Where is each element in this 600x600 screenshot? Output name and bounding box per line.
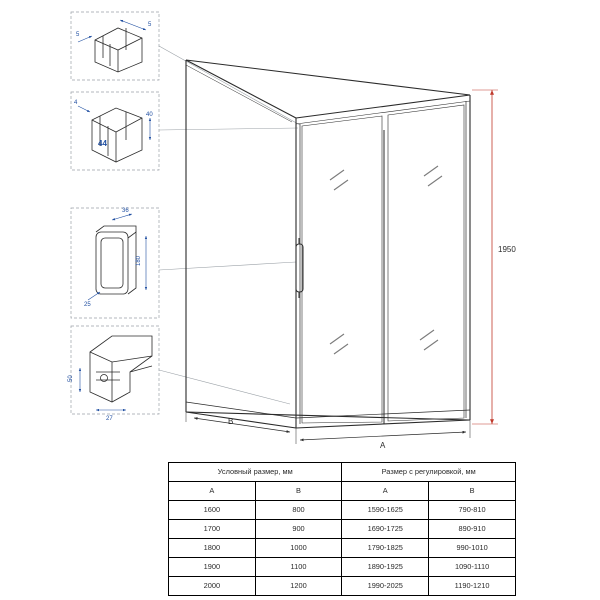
- cell-adjust-a: 1790-1825: [342, 539, 429, 558]
- group-header-nominal: Условный размер, мм: [169, 463, 342, 482]
- svg-text:1950: 1950: [498, 245, 516, 254]
- detail-section-profile: [68, 326, 159, 422]
- cell-nominal-a: 1900: [169, 558, 256, 577]
- cell-nominal-a: 2000: [169, 577, 256, 596]
- cell-adjust-b: 890-910: [429, 520, 516, 539]
- svg-text:5: 5: [148, 22, 152, 28]
- svg-text:44: 44: [98, 139, 107, 148]
- svg-text:36: 36: [122, 208, 129, 214]
- dimension-width-a: [300, 432, 466, 450]
- svg-text:25: 25: [84, 302, 91, 308]
- group-header-adjustable: Размер с регулировкой, мм: [342, 463, 516, 482]
- table-row: [169, 539, 516, 558]
- svg-text:4: 4: [74, 100, 78, 106]
- cell-adjust-a: 1990-2025: [342, 577, 429, 596]
- detail-wall-profile: [71, 92, 159, 170]
- table-row: [169, 577, 516, 596]
- cell-nominal-b: 800: [255, 501, 342, 520]
- shower-enclosure-isometric: [186, 60, 470, 428]
- table-row: [169, 520, 516, 539]
- detail-leader-lines: [159, 46, 300, 404]
- column-header-adjust-b: B: [429, 482, 516, 501]
- cell-adjust-b: 790-810: [429, 501, 516, 520]
- cell-adjust-a: 1890-1925: [342, 558, 429, 577]
- column-header-adjust-a: A: [342, 482, 429, 501]
- table-row: [169, 501, 516, 520]
- svg-text:A: A: [380, 441, 386, 450]
- svg-text:B: B: [228, 417, 234, 426]
- svg-text:5: 5: [76, 32, 80, 38]
- column-header-nominal-b: B: [255, 482, 342, 501]
- cell-nominal-b: 1100: [255, 558, 342, 577]
- cell-adjust-b: 1090-1110: [429, 558, 516, 577]
- table-row: [169, 558, 516, 577]
- svg-text:27: 27: [106, 416, 113, 422]
- cell-nominal-b: 900: [255, 520, 342, 539]
- detail-corner-profile: [71, 12, 159, 80]
- table-column-header-row: [169, 482, 516, 501]
- cell-adjust-b: 990-1010: [429, 539, 516, 558]
- cell-nominal-a: 1600: [169, 501, 256, 520]
- cell-nominal-b: 1000: [255, 539, 342, 558]
- svg-text:40: 40: [146, 112, 153, 118]
- svg-text:50: 50: [68, 375, 74, 382]
- dimensions-table: [168, 462, 516, 596]
- svg-text:180: 180: [136, 255, 142, 266]
- cell-adjust-a: 1690-1725: [342, 520, 429, 539]
- cell-adjust-a: 1590-1625: [342, 501, 429, 520]
- cell-nominal-b: 1200: [255, 577, 342, 596]
- dimension-height: [472, 90, 516, 424]
- column-header-nominal-a: A: [169, 482, 256, 501]
- cell-nominal-a: 1800: [169, 539, 256, 558]
- table-group-header-row: [169, 463, 516, 482]
- cell-nominal-a: 1700: [169, 520, 256, 539]
- detail-handle: [71, 208, 159, 318]
- cell-adjust-b: 1190-1210: [429, 577, 516, 596]
